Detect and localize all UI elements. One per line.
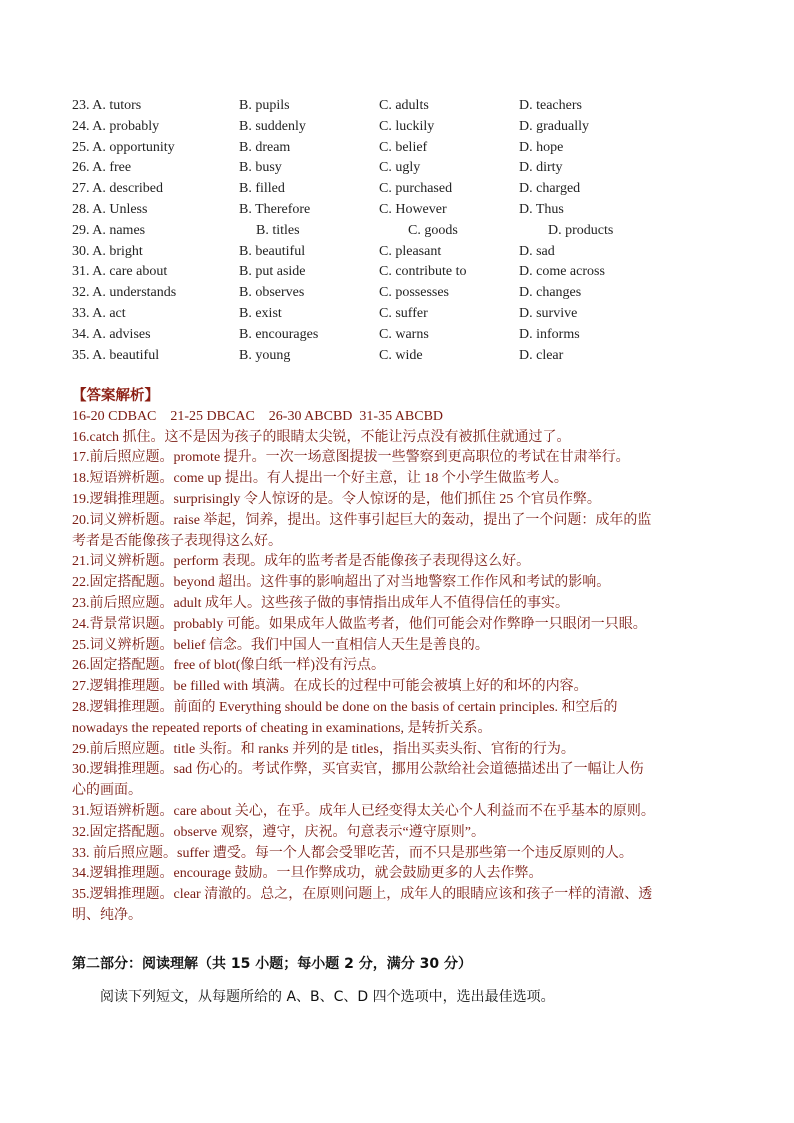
section-title: 第二部分：阅读理解（共 15 小题；每小题 2 分，满分 30 分） xyxy=(72,956,472,972)
option-row-26 xyxy=(72,158,712,179)
option-row-30 xyxy=(72,242,712,263)
explanation-line: 17.前后照应题。promote 提升。一次一场意图提拔一些警察到更高职位的考试在甘肃举行。 xyxy=(72,450,630,466)
option-c: C. wide xyxy=(379,347,423,363)
explanation-line: 34.逻辑推理题。encourage 鼓励。一旦作弊成功，就会鼓励更多的人去作弊。 xyxy=(72,866,543,882)
option-row-32 xyxy=(72,283,712,304)
option-c: C. belief xyxy=(379,139,428,155)
option-a: 30. A. bright xyxy=(72,243,143,259)
explanation-line: 30.逻辑推理题。sad 伤心的。考试作弊，买官卖官，挪用公款给社会道德描述出了一幅让人伤 xyxy=(72,762,644,778)
answer-analysis xyxy=(72,386,722,927)
option-d: D. sad xyxy=(519,243,555,259)
option-c: C. goods xyxy=(408,222,458,238)
option-c: C. contribute to xyxy=(379,264,467,280)
explanation-line: 心的画面。 xyxy=(72,783,142,799)
option-d: D. products xyxy=(548,222,614,238)
explanation-line: 31.短语辨析题。care about 关心，在乎。成年人已经变得太关心个人利益而不在乎基本的原则。 xyxy=(72,803,655,819)
section-instruction: 阅读下列短文，从每题所给的 A、B、C、D 四个选项中，选出最佳选项。 xyxy=(100,989,555,1005)
option-d: D. survive xyxy=(519,305,578,321)
explanation-line: nowadays the repeated reports of cheating in examinations, 是转折关系。 xyxy=(72,720,492,736)
explanation-line: 25.词义辨析题。belief 信念。我们中国人一直相信人天生是善良的。 xyxy=(72,637,489,653)
explanation-line: 20.词义辨析题。raise 举起，饲养，提出。这件事引起巨大的轰动，提出了一个问题：成年的监 xyxy=(72,512,652,528)
explanation-line: 26.固定搭配题。free of blot(像白纸一样)没有污点。 xyxy=(72,658,386,674)
option-c: C. However xyxy=(379,201,447,217)
option-b: B. beautiful xyxy=(239,243,306,259)
explanation-line: 21.词义辨析题。perform 表现。成年的监考者是否能像孩子表现得这么好。 xyxy=(72,554,531,570)
option-a: 24. A. probably xyxy=(72,118,160,134)
option-b: B. suddenly xyxy=(239,118,306,134)
option-row-25 xyxy=(72,138,712,159)
explanation-line: 23.前后照应题。adult 成年人。这些孩子做的事情指出成年人不值得信任的事实。 xyxy=(72,595,569,611)
explanation-line: 33. 前后照应题。suffer 遭受。每一个人都会受罪吃苦，而不只是那些第一个违反原则的人。 xyxy=(72,845,633,861)
option-a: 31. A. care about xyxy=(72,264,168,280)
option-c: C. purchased xyxy=(379,181,453,197)
option-b: B. encourages xyxy=(239,326,319,342)
explanation-line: 27.逻辑推理题。be filled with 填满。在成长的过程中可能会被填上好的和坏的内容。 xyxy=(72,679,588,695)
option-row-31 xyxy=(72,262,712,283)
option-b: B. exist xyxy=(239,305,282,321)
explanation-line: 35.逻辑推理题。clear 清澈的。总之，在原则问题上，成年人的眼睛应该和孩子一样的清澈、透 xyxy=(72,887,653,903)
answer-analysis-title: 【答案解析】 xyxy=(72,388,159,404)
option-b: B. young xyxy=(239,347,291,363)
option-c: C. possesses xyxy=(379,285,450,301)
option-d: D. informs xyxy=(519,326,580,342)
explanation-line: 28.逻辑推理题。前面的 Everything should be done on the basis of certain principles. 和空后的 xyxy=(72,699,618,715)
explanation-line: 32.固定搭配题。observe 观察，遵守，庆祝。句意表示“遵守原则”。 xyxy=(72,824,485,840)
option-d: D. Thus xyxy=(519,201,564,217)
option-b: B. filled xyxy=(239,181,285,197)
option-a: 32. A. understands xyxy=(72,285,177,301)
explanation-line: 24.背景常识题。probably 可能。如果成年人做监考者，他们可能会对作弊睁一只眼闭一只眼。 xyxy=(72,616,647,632)
option-d: D. clear xyxy=(519,347,564,363)
option-a: 27. A. described xyxy=(72,181,163,197)
option-row-28 xyxy=(72,200,712,221)
option-a: 25. A. opportunity xyxy=(72,139,175,155)
explanation-line: 19.逻辑推理题。surprisingly 令人惊讶的是。令人惊讶的是，他们抓住 25 个官员作弊。 xyxy=(72,491,601,507)
answer-key: 16-20 CDBAC 21-25 DBCAC 26-30 ABCBD 31-35 ABCBD xyxy=(72,408,444,424)
option-d: D. changes xyxy=(519,285,582,301)
option-d: D. dirty xyxy=(519,160,563,176)
option-a: 28. A. Unless xyxy=(72,201,148,217)
option-d: D. charged xyxy=(519,181,581,197)
option-d: D. come across xyxy=(519,264,605,280)
option-a: 26. A. free xyxy=(72,160,132,176)
option-b: B. pupils xyxy=(239,98,290,113)
option-row-29 xyxy=(72,221,712,242)
option-b: B. titles xyxy=(256,222,300,238)
option-row-34 xyxy=(72,325,712,346)
option-a: 35. A. beautiful xyxy=(72,347,160,363)
option-d: D. hope xyxy=(519,139,564,155)
explanation-line: 明、纯净。 xyxy=(72,907,142,923)
option-a: 34. A. advises xyxy=(72,326,151,342)
option-row-35 xyxy=(72,346,712,367)
option-a: 33. A. act xyxy=(72,305,126,321)
option-c: C. suffer xyxy=(379,305,428,321)
option-row-24 xyxy=(72,117,712,138)
option-d: D. gradually xyxy=(519,118,589,134)
option-a: 29. A. names xyxy=(72,222,146,238)
option-c: C. pleasant xyxy=(379,243,442,259)
option-d: D. teachers xyxy=(519,98,582,113)
option-row-33 xyxy=(72,304,712,325)
option-b: B. observes xyxy=(239,285,305,301)
explanation-line: 22.固定搭配题。beyond 超出。这件事的影响超出了对当地警察工作作风和考试的影响。 xyxy=(72,575,611,591)
options-list xyxy=(72,96,712,366)
explanation-line: 18.短语辨析题。come up 提出。有人提出一个好主意，让 18 个小学生做监考人。 xyxy=(72,471,568,487)
option-b: B. busy xyxy=(239,160,282,176)
option-b: B. Therefore xyxy=(239,201,311,217)
option-c: C. luckily xyxy=(379,118,435,134)
option-a: 23. A. tutors xyxy=(72,98,142,113)
option-c: C. warns xyxy=(379,326,429,342)
option-b: B. dream xyxy=(239,139,291,155)
explanation-line: 16.catch 抓住。这不是因为孩子的眼睛太尖锐，不能让污点没有被抓住就通过了。 xyxy=(72,429,571,445)
option-row-23 xyxy=(72,96,712,117)
option-c: C. ugly xyxy=(379,160,421,176)
explanation-line: 29.前后照应题。title 头衔。和 ranks 并列的是 titles，指出买卖头衔、官衔的行为。 xyxy=(72,741,575,757)
option-b: B. put aside xyxy=(239,264,306,280)
option-c: C. adults xyxy=(379,98,429,113)
explanation-line: 考者是否能像孩子表现得这么好。 xyxy=(72,533,282,549)
option-row-27 xyxy=(72,179,712,200)
